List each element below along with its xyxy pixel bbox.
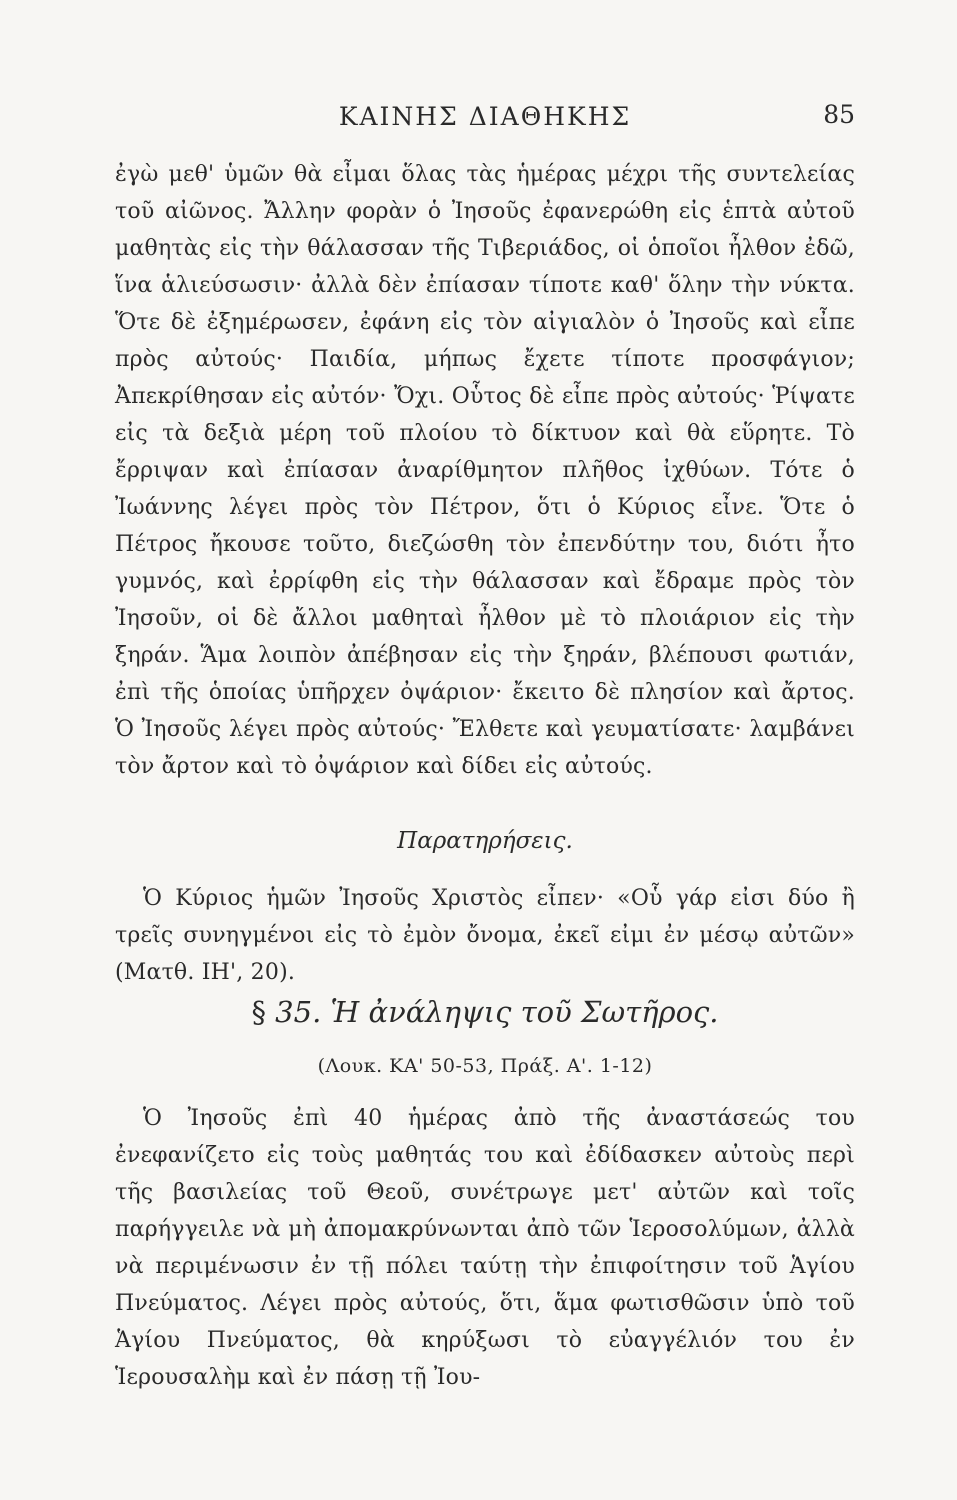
section-title: Ἡ ἀνάληψις τοῦ Σωτῆρος. [330, 995, 719, 1029]
paragraph-text: Ὁ Κύριος ἡμῶν Ἰησοῦς Χριστὸς εἶπεν· «Οὗ γάρ εἰσι δύο ἢ τρεῖς συνηγμένοι εἰς τὸ ἐμὸν ὄνομα, ἐκεῖ εἰμι ἐν μέσῳ αὐτῶν» (Ματθ. ΙΗ', 20). [115, 886, 855, 985]
running-header [115, 100, 855, 140]
running-title: ΚΑΙΝΗΣ ΔΙΑΘΗΚΗΣ [338, 102, 632, 131]
section-mark: § [251, 995, 266, 1029]
book-page [115, 0, 875, 1500]
remarks-heading: Παρατηρήσεις. [397, 828, 573, 854]
paragraph-text: Ὁ Ἰησοῦς ἐπὶ 40 ἡμέρας ἀπὸ τῆς ἀναστάσεώς του ἐνεφανίζετο εἰς τοὺς μαθητάς του καὶ ἐδίδασκεν αὐτοὺς περὶ τῆς βασιλείας τοῦ Θεοῦ, συνέτρωγε μετ' αὐτῶν καὶ τοῖς παρήγγειλε νὰ μὴ ἀπομακρύνωνται ἀπὸ τῶν Ἱεροσολύμων, ἀλλὰ νὰ περιμένωσιν ἐν τῇ πόλει ταύτῃ τὴν ἐπιφοίτησιν τοῦ Ἁγίου Πνεύματος. Λέγει πρὸς αὐτούς, ὅτι, ἅμα φωτισθῶσιν ὑπὸ τοῦ Ἁγίου Πνεύματος, θὰ κηρύξωσι τὸ εὐαγγέλιόν του ἐν Ἱερουσαλὴμ καὶ ἐν πάσῃ τῇ Ἰου- [115, 1106, 855, 1390]
section-heading [115, 995, 855, 1029]
remarks-paragraph [115, 880, 855, 991]
page-number: 85 [823, 100, 855, 129]
body-paragraph-1 [115, 156, 855, 785]
scripture-reference: (Λουκ. ΚΑ' 50-53, Πράξ. Α'. 1-12) [317, 1055, 653, 1077]
section-number: 35. [275, 995, 322, 1029]
paragraph-text: ἐγὼ μεθ' ὑμῶν θὰ εἶμαι ὅλας τὰς ἡμέρας μέχρι τῆς συντελείας τοῦ αἰῶνος. Ἄλλην φορὰν ὁ Ἰησοῦς ἐφανερώθη εἰς ἑπτὰ αὐτοῦ μαθητὰς εἰς τὴν θάλασσαν τῆς Τιβεριάδος, οἱ ὁποῖοι ἦλθον ἐδῶ, ἵνα ἁλιεύσωσιν· ἀλλὰ δὲν ἐπίασαν τίποτε καθ' ὅλην τὴν νύκτα. Ὅτε δὲ ἐξημέρωσεν, ἐφάνη εἰς τὸν αἰγιαλὸν ὁ Ἰησοῦς καὶ εἶπε πρὸς αὐτούς· Παιδία, μήπως ἔχετε τίποτε προσφάγιον; Ἀπεκρίθησαν εἰς αὐτόν· Ὄχι. Οὗτος δὲ εἶπε πρὸς αὐτούς· Ῥίψατε εἰς τὰ δεξιὰ μέρη τοῦ πλοίου τὸ δίκτυον καὶ θὰ εὕρητε. Τὸ ἔρριψαν καὶ ἐπίασαν ἀναρίθμητον πλῆθος ἰχθύων. Τότε ὁ Ἰωάννης λέγει πρὸς τὸν Πέτρον, ὅτι ὁ Κύριος εἶνε. Ὅτε ὁ Πέτρος ἤκουσε τοῦτο, διεζώσθη τὸν ἐπενδύτην του, διότι ἦτο γυμνός, καὶ ἐρρίφθη εἰς τὴν θάλασσαν καὶ ἔδραμε πρὸς τὸν Ἰησοῦν, οἱ δὲ ἄλλοι μαθηταὶ ἦλθον μὲ τὸ πλοιάριον εἰς τὴν ξηράν. Ἅμα λοιπὸν ἀπέβησαν εἰς τὴν ξηράν, βλέπουσι φωτιάν, ἐπὶ τῆς ὁποίας ὑπῆρχεν ὀψάριον· ἔκειτο δὲ πλησίον καὶ ἄρτος. Ὁ Ἰησοῦς λέγει πρὸς αὐτούς· Ἔλθετε καὶ γευματίσατε· λαμβάνει τὸν ἄρτον καὶ τὸ ὀψάριον καὶ δίδει εἰς αὐτούς. [115, 162, 855, 779]
body-paragraph-3 [115, 1100, 855, 1396]
